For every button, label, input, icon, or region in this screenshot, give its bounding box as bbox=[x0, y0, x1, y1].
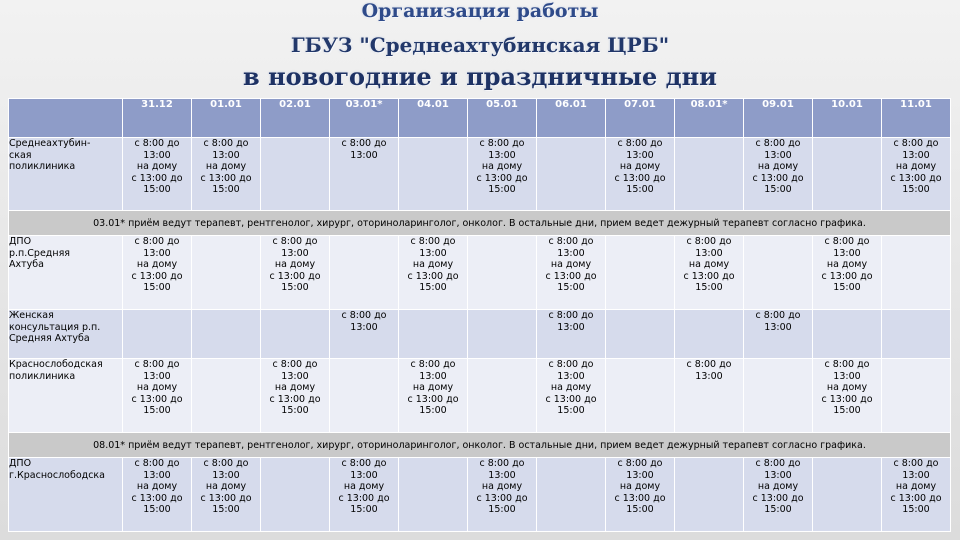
schedule-line: 15:00 bbox=[902, 184, 930, 195]
schedule-line: 15:00 bbox=[557, 405, 585, 416]
schedule-line: 13:00 bbox=[350, 321, 378, 333]
schedule-line: на дому bbox=[688, 259, 730, 270]
schedule-line: 15:00 bbox=[488, 184, 516, 195]
schedule-line: с 8:00 до bbox=[893, 458, 939, 469]
schedule-cell bbox=[813, 359, 882, 433]
schedule-cell bbox=[330, 458, 399, 532]
schedule-cell bbox=[675, 138, 744, 211]
header-date: 05.01 bbox=[468, 99, 537, 138]
schedule-line: 15:00 bbox=[143, 184, 171, 195]
header-corner bbox=[9, 99, 123, 138]
schedule-cell bbox=[399, 310, 468, 359]
schedule-cell bbox=[537, 458, 606, 532]
schedule-line: 15:00 bbox=[488, 504, 516, 515]
schedule-line: 13:00 bbox=[626, 149, 654, 161]
header-date: 03.01* bbox=[330, 99, 399, 138]
schedule-line: на дому bbox=[481, 481, 523, 492]
schedule-line: 15:00 bbox=[695, 282, 723, 293]
schedule-line: 13:00 bbox=[902, 149, 930, 161]
schedule-line: с 8:00 до bbox=[548, 236, 594, 247]
schedule-cell bbox=[261, 359, 330, 433]
schedule-line: 13:00 bbox=[419, 370, 447, 382]
schedule-line: на дому bbox=[895, 161, 937, 172]
schedule-line: на дому bbox=[136, 481, 178, 492]
facility-name bbox=[9, 236, 123, 310]
schedule-line: 13:00 bbox=[902, 469, 930, 481]
schedule-line: с 13:00 до bbox=[407, 270, 459, 282]
schedule-cell bbox=[261, 310, 330, 359]
schedule-line: с 8:00 до bbox=[134, 138, 180, 149]
table-row bbox=[9, 359, 951, 433]
header-date: 02.01 bbox=[261, 99, 330, 138]
schedule-cell bbox=[813, 310, 882, 359]
schedule-cell bbox=[261, 138, 330, 211]
title-line-3: в новогодние и праздничные дни bbox=[243, 62, 717, 91]
schedule-cell bbox=[330, 236, 399, 310]
schedule-line: с 13:00 до bbox=[269, 270, 321, 282]
schedule-line: с 8:00 до bbox=[755, 458, 801, 469]
schedule-line: 13:00 bbox=[764, 469, 792, 481]
facility-name-line: поликлиника bbox=[9, 370, 76, 382]
schedule-line: 15:00 bbox=[143, 504, 171, 515]
schedule-line: с 13:00 до bbox=[200, 492, 252, 504]
schedule-line: с 8:00 до bbox=[479, 458, 525, 469]
schedule-line: на дому bbox=[274, 259, 316, 270]
schedule-line: с 13:00 до bbox=[545, 270, 597, 282]
facility-name bbox=[9, 138, 123, 211]
schedule-line: на дому bbox=[757, 481, 799, 492]
facility-name-line: Краснослободская bbox=[9, 359, 103, 370]
schedule-line: 13:00 bbox=[833, 370, 861, 382]
schedule-line: 13:00 bbox=[833, 247, 861, 259]
schedule-line: 13:00 bbox=[557, 247, 585, 259]
schedule-line: с 13:00 до bbox=[752, 492, 804, 504]
schedule-line: 13:00 bbox=[143, 149, 171, 161]
schedule-cell bbox=[882, 138, 951, 211]
schedule-cell bbox=[468, 310, 537, 359]
schedule-cell bbox=[675, 359, 744, 433]
header-date: 31.12 bbox=[123, 99, 192, 138]
facility-name bbox=[9, 310, 123, 359]
schedule-line: на дому bbox=[550, 382, 592, 393]
schedule-line: на дому bbox=[757, 161, 799, 172]
schedule-cell bbox=[123, 138, 192, 211]
table-row bbox=[9, 310, 951, 359]
schedule-cell bbox=[537, 236, 606, 310]
schedule-line: с 13:00 до bbox=[131, 172, 183, 184]
schedule-line: на дому bbox=[274, 382, 316, 393]
schedule-line: 13:00 bbox=[557, 321, 585, 333]
schedule-line: с 8:00 до bbox=[134, 236, 180, 247]
schedule-line: на дому bbox=[412, 382, 454, 393]
header-date: 08.01* bbox=[675, 99, 744, 138]
schedule-line: с 8:00 до bbox=[824, 359, 870, 370]
schedule-line: на дому bbox=[343, 481, 385, 492]
schedule-line: с 8:00 до bbox=[272, 359, 318, 370]
schedule-line: 13:00 bbox=[695, 370, 723, 382]
schedule-cell bbox=[744, 236, 813, 310]
schedule-line: с 8:00 до bbox=[203, 138, 249, 149]
schedule-line: 15:00 bbox=[764, 504, 792, 515]
schedule-cell bbox=[882, 236, 951, 310]
schedule-line: на дому bbox=[481, 161, 523, 172]
facility-name-line: Женская bbox=[9, 310, 54, 321]
schedule-line: с 13:00 до bbox=[200, 172, 252, 184]
schedule-line: с 13:00 до bbox=[545, 393, 597, 405]
schedule-line: 15:00 bbox=[419, 405, 447, 416]
schedule-cell bbox=[813, 138, 882, 211]
facility-name-line: ДПО bbox=[9, 236, 32, 247]
schedule-line: с 13:00 до bbox=[338, 492, 390, 504]
schedule-cell bbox=[261, 236, 330, 310]
schedule-line: 15:00 bbox=[626, 184, 654, 195]
schedule-cell bbox=[399, 458, 468, 532]
schedule-line: 13:00 bbox=[281, 247, 309, 259]
schedule-line: с 13:00 до bbox=[821, 270, 873, 282]
schedule-cell bbox=[537, 310, 606, 359]
schedule-line: 13:00 bbox=[764, 149, 792, 161]
schedule-line: на дому bbox=[826, 382, 868, 393]
schedule-line: 15:00 bbox=[350, 504, 378, 515]
schedule-line: на дому bbox=[412, 259, 454, 270]
schedule-line: 15:00 bbox=[626, 504, 654, 515]
schedule-line: 15:00 bbox=[281, 405, 309, 416]
schedule-cell bbox=[675, 310, 744, 359]
schedule-line: с 8:00 до bbox=[479, 138, 525, 149]
schedule-line: 15:00 bbox=[143, 405, 171, 416]
schedule-line: 13:00 bbox=[143, 469, 171, 481]
header-row bbox=[9, 99, 951, 138]
facility-name bbox=[9, 359, 123, 433]
schedule-line: на дому bbox=[619, 481, 661, 492]
schedule-cell bbox=[537, 138, 606, 211]
header-date: 01.01 bbox=[192, 99, 261, 138]
schedule-cell bbox=[744, 138, 813, 211]
facility-name-line: Среднеахтубин- bbox=[9, 138, 91, 149]
header-date: 06.01 bbox=[537, 99, 606, 138]
schedule-line: с 8:00 до bbox=[893, 138, 939, 149]
schedule-line: на дому bbox=[619, 161, 661, 172]
schedule-line: 13:00 bbox=[764, 321, 792, 333]
facility-name-line: г.Краснослободска bbox=[9, 469, 105, 481]
schedule-cell bbox=[330, 359, 399, 433]
schedule-cell bbox=[744, 458, 813, 532]
schedule-line: с 13:00 до bbox=[752, 172, 804, 184]
schedule-line: с 8:00 до bbox=[410, 359, 456, 370]
table-row bbox=[9, 458, 951, 532]
schedule-line: 13:00 bbox=[212, 149, 240, 161]
schedule-line: с 8:00 до bbox=[686, 236, 732, 247]
schedule-line: 15:00 bbox=[833, 282, 861, 293]
schedule-cell bbox=[468, 138, 537, 211]
table-row bbox=[9, 138, 951, 211]
schedule-cell bbox=[882, 310, 951, 359]
schedule-line: на дому bbox=[826, 259, 868, 270]
schedule-line: 13:00 bbox=[557, 370, 585, 382]
note-text: 08.01* приём ведут терапевт, рентгенолог, хирург, оториноларинголог, онколог. В остальные дни, прием ведет дежурный терапевт согласно графика. bbox=[9, 433, 951, 458]
schedule-cell bbox=[606, 359, 675, 433]
header-date: 11.01 bbox=[882, 99, 951, 138]
header-date: 07.01 bbox=[606, 99, 675, 138]
schedule-line: с 13:00 до bbox=[131, 270, 183, 282]
schedule-line: с 13:00 до bbox=[131, 492, 183, 504]
note-row bbox=[9, 211, 951, 236]
schedule-line: 15:00 bbox=[143, 282, 171, 293]
schedule-line: 15:00 bbox=[419, 282, 447, 293]
schedule-cell bbox=[537, 359, 606, 433]
schedule-line: 15:00 bbox=[281, 282, 309, 293]
facility-name-line: ДПО bbox=[9, 458, 32, 469]
schedule-line: на дому bbox=[895, 481, 937, 492]
schedule-line: на дому bbox=[136, 161, 178, 172]
note-text: 03.01* приём ведут терапевт, рентгенолог, хирург, оториноларинголог, онколог. В остальные дни, прием ведет дежурный терапевт согласно графика. bbox=[9, 211, 951, 236]
schedule-line: с 8:00 до bbox=[617, 458, 663, 469]
schedule-line: с 13:00 до bbox=[890, 172, 942, 184]
schedule-cell bbox=[468, 458, 537, 532]
facility-name-line: поликлиника bbox=[9, 161, 76, 172]
schedule-line: на дому bbox=[136, 382, 178, 393]
header-date: 04.01 bbox=[399, 99, 468, 138]
schedule-cell bbox=[882, 458, 951, 532]
schedule-line: с 13:00 до bbox=[614, 172, 666, 184]
schedule-line: с 8:00 до bbox=[341, 310, 387, 321]
schedule-line: 13:00 bbox=[419, 247, 447, 259]
schedule-cell bbox=[330, 310, 399, 359]
schedule-cell bbox=[192, 138, 261, 211]
title-line-2: ГБУЗ "Среднеахтубинская ЦРБ" bbox=[290, 33, 670, 57]
schedule-cell bbox=[123, 359, 192, 433]
schedule-line: с 8:00 до bbox=[341, 458, 387, 469]
note-row bbox=[9, 433, 951, 458]
table-row bbox=[9, 236, 951, 310]
schedule-line: 15:00 bbox=[764, 184, 792, 195]
title-line-1: Организация работы bbox=[361, 0, 599, 22]
schedule-cell bbox=[675, 458, 744, 532]
schedule-line: с 8:00 до bbox=[410, 236, 456, 247]
schedule-line: с 8:00 до bbox=[341, 138, 387, 149]
schedule-line: с 13:00 до bbox=[269, 393, 321, 405]
facility-name-line: Средняя Ахтуба bbox=[9, 333, 90, 344]
schedule-cell bbox=[330, 138, 399, 211]
schedule-cell bbox=[123, 310, 192, 359]
header-date: 10.01 bbox=[813, 99, 882, 138]
schedule-cell bbox=[813, 458, 882, 532]
schedule-cell bbox=[468, 236, 537, 310]
schedule-cell bbox=[606, 236, 675, 310]
schedule-cell bbox=[399, 138, 468, 211]
schedule-line: с 8:00 до bbox=[755, 310, 801, 321]
schedule-line: с 13:00 до bbox=[476, 492, 528, 504]
schedule-line: с 8:00 до bbox=[134, 458, 180, 469]
schedule-line: с 13:00 до bbox=[131, 393, 183, 405]
schedule-line: 13:00 bbox=[695, 247, 723, 259]
schedule-line: с 8:00 до bbox=[755, 138, 801, 149]
schedule-line: на дому bbox=[136, 259, 178, 270]
facility-name-line: Ахтуба bbox=[9, 259, 44, 270]
schedule-line: 15:00 bbox=[557, 282, 585, 293]
schedule-cell bbox=[261, 458, 330, 532]
schedule-cell bbox=[882, 359, 951, 433]
schedule-cell bbox=[744, 359, 813, 433]
schedule-table bbox=[8, 98, 951, 532]
schedule-cell bbox=[744, 310, 813, 359]
schedule-line: 13:00 bbox=[212, 469, 240, 481]
schedule-cell bbox=[192, 458, 261, 532]
facility-name bbox=[9, 458, 123, 532]
schedule-cell bbox=[468, 359, 537, 433]
schedule-line: на дому bbox=[550, 259, 592, 270]
schedule-line: с 8:00 до bbox=[548, 310, 594, 321]
schedule-line: 13:00 bbox=[143, 247, 171, 259]
schedule-line: 15:00 bbox=[212, 504, 240, 515]
schedule-line: с 8:00 до bbox=[134, 359, 180, 370]
schedule-line: 13:00 bbox=[143, 370, 171, 382]
schedule-cell bbox=[606, 458, 675, 532]
schedule-cell bbox=[192, 310, 261, 359]
facility-name-line: ская bbox=[9, 149, 32, 161]
schedule-cell bbox=[192, 359, 261, 433]
schedule-line: с 8:00 до bbox=[203, 458, 249, 469]
schedule-line: 15:00 bbox=[833, 405, 861, 416]
schedule-cell bbox=[606, 310, 675, 359]
schedule-cell bbox=[399, 236, 468, 310]
schedule-cell bbox=[606, 138, 675, 211]
facility-name-line: р.п.Средняя bbox=[9, 247, 70, 259]
schedule-line: на дому bbox=[205, 481, 247, 492]
schedule-line: с 8:00 до bbox=[617, 138, 663, 149]
schedule-line: 15:00 bbox=[212, 184, 240, 195]
schedule-cell bbox=[123, 236, 192, 310]
schedule-line: с 13:00 до bbox=[407, 393, 459, 405]
schedule-line: с 13:00 до bbox=[683, 270, 735, 282]
schedule-cell bbox=[399, 359, 468, 433]
schedule-line: 13:00 bbox=[626, 469, 654, 481]
schedule-line: 13:00 bbox=[350, 149, 378, 161]
schedule-line: 15:00 bbox=[902, 504, 930, 515]
schedule-line: с 13:00 до bbox=[476, 172, 528, 184]
schedule-line: с 8:00 до bbox=[824, 236, 870, 247]
schedule-line: 13:00 bbox=[488, 469, 516, 481]
facility-name-line: консультация р.п. bbox=[9, 321, 101, 333]
schedule-line: 13:00 bbox=[281, 370, 309, 382]
schedule-line: с 8:00 до bbox=[272, 236, 318, 247]
schedule-line: с 13:00 до bbox=[614, 492, 666, 504]
schedule-line: с 13:00 до bbox=[890, 492, 942, 504]
schedule-cell bbox=[813, 236, 882, 310]
schedule-cell bbox=[123, 458, 192, 532]
schedule-cell bbox=[192, 236, 261, 310]
schedule-line: 13:00 bbox=[488, 149, 516, 161]
header-date: 09.01 bbox=[744, 99, 813, 138]
schedule-cell bbox=[675, 236, 744, 310]
schedule-line: на дому bbox=[205, 161, 247, 172]
schedule-line: 13:00 bbox=[350, 469, 378, 481]
schedule-line: с 13:00 до bbox=[821, 393, 873, 405]
schedule-line: с 8:00 до bbox=[548, 359, 594, 370]
schedule-line: с 8:00 до bbox=[686, 359, 732, 370]
